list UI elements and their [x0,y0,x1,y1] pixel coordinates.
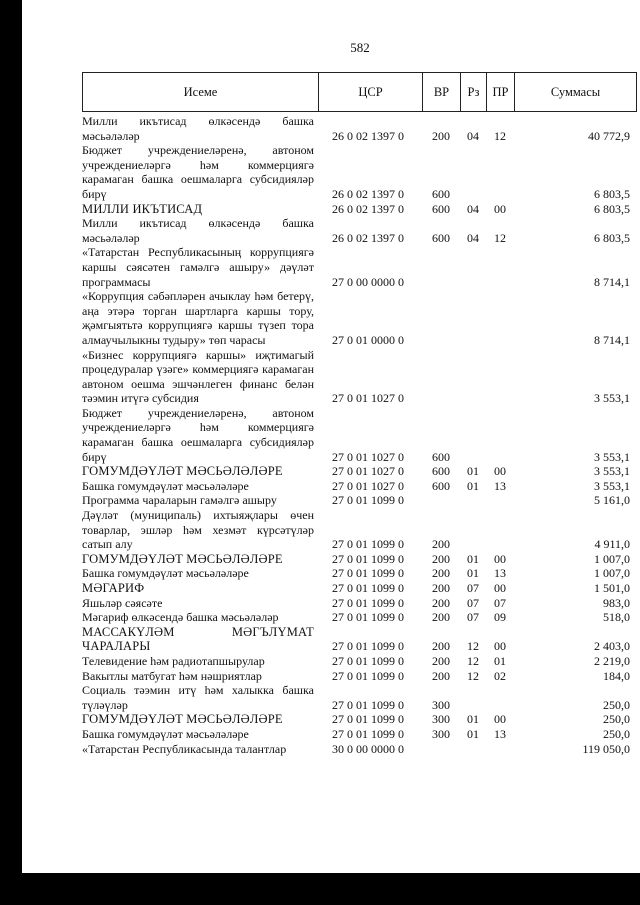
row-rz: 12 [467,639,479,654]
row-rz: 07 [467,581,479,595]
header-rz: Рз [461,73,487,112]
row-pr: 13 [494,566,506,581]
row-vr: 200 [432,566,450,581]
row-csr: 27 0 01 1027 0 [332,391,404,406]
row-name: Бюджет учреждениеләренә, автоном учреждениеләргә һәм коммерциягә карамаган башка оешмаларга субсидияләр бирү [82,405,314,464]
row-vr [422,348,460,406]
row-pr [486,289,514,347]
row-pr: 01 [494,653,506,668]
row-csr: 27 0 01 1099 0 [332,653,404,668]
row-csr: 27 0 01 1099 0 [332,697,404,712]
row-sum: 2 403,0 [594,639,630,654]
row-csr: 27 0 01 1099 0 [332,581,404,595]
row-pr [486,245,514,289]
row-rz [460,742,486,757]
row-sum: 40 772,9 [588,128,630,143]
header-vr: ВР [423,73,461,112]
row-csr: 27 0 01 1099 0 [332,551,404,566]
row-pr: 00 [494,464,506,479]
row-sum: 250,0 [603,726,630,741]
row-vr: 600 [432,464,450,479]
row-sum: 3 553,1 [594,478,630,493]
header-name: Исеме [83,73,319,112]
table-row [82,566,636,581]
row-vr: 200 [432,581,450,595]
row-pr: 00 [494,551,506,566]
row-rz [460,508,486,552]
row-csr: 27 0 01 1099 0 [332,610,404,625]
row-pr: 02 [494,668,506,683]
row-sum: 8 714,1 [594,274,630,289]
row-vr: 200 [432,537,450,552]
row-csr: 27 0 00 0000 0 [332,274,404,289]
row-rz: 04 [467,201,479,216]
row-rz [460,289,486,347]
row-csr: 26 0 02 1397 0 [332,186,404,201]
row-pr [486,742,514,757]
table-row [82,464,636,479]
row-sum: 5 161,0 [594,493,630,508]
row-csr: 26 0 02 1397 0 [332,128,404,143]
row-csr: 27 0 01 1099 0 [332,712,404,727]
row-name: МИЛЛИ ИКЪТИСАД [82,201,203,216]
table-row [82,289,636,347]
row-vr: 200 [432,653,450,668]
row-rz: 12 [467,668,479,683]
table-row [82,493,636,508]
table-row [82,348,636,406]
row-name: Милли икътисад өлкәсендә башка мәсьәләләр [82,114,314,143]
row-rz: 01 [467,726,479,741]
row-rz: 04 [467,128,479,143]
row-pr: 09 [494,610,506,625]
row-name: ГОМУМДӘҮЛӘТ МӘСЬӘЛӘЛӘРЕ [82,464,283,479]
row-pr: 00 [494,581,506,595]
row-pr [486,348,514,406]
row-name: Милли икътисад өлкәсендә башка мәсьәләләр [82,216,314,245]
row-name: Социаль тәэмин итү һәм халыкка башка түләүләр [82,683,314,712]
row-rz [460,245,486,289]
table-header [82,72,637,112]
row-csr: 27 0 01 1099 0 [332,566,404,581]
table-row [82,406,636,464]
row-name: Бюджет учреждениеләренә, автоном учреждениеләргә һәм коммерциягә карамаган башка оешмаларга субсидияләр бирү [82,143,314,201]
row-sum: 6 803,5 [594,186,630,201]
row-rz: 01 [467,464,479,479]
row-vr: 600 [432,478,450,493]
row-sum: 250,0 [603,697,630,712]
row-pr: 00 [494,712,506,727]
row-vr: 300 [432,726,450,741]
row-rz [460,493,486,508]
row-pr: 00 [494,201,506,216]
table-row [82,143,636,201]
table-row [82,669,636,684]
row-sum: 8 714,1 [594,332,630,347]
row-name: «Бизнес коррупциягә каршы» иҗтимагый процедуралар үзәге» коммерциягә карамаган автоном оешма эшчәнлеген финанс белән тәэмин итүгә субсидия [82,347,314,406]
row-vr: 200 [432,128,450,143]
row-sum: 1 007,0 [594,566,630,581]
table-row [82,508,636,552]
row-sum: 983,0 [603,595,630,610]
row-name: Дәүләт (муниципаль) ихтыяҗлары өчен товарлар, эшләр һәм хезмәт күрсәтүләр сатып алу [82,508,314,552]
row-sum: 4 911,0 [594,537,630,552]
row-name: ГОМУМДӘҮЛӘТ МӘСЬӘЛӘЛӘРЕ [82,712,283,727]
row-sum: 1 501,0 [594,581,630,595]
table-row [82,625,636,654]
row-csr: 27 0 01 0000 0 [332,332,404,347]
row-name: МӘГАРИФ [82,581,145,595]
table-row [82,552,636,567]
row-csr: 27 0 01 1099 0 [332,537,404,552]
row-pr: 12 [494,230,506,245]
row-csr: 27 0 01 1099 0 [332,668,404,683]
row-sum: 3 553,1 [594,391,630,406]
row-csr: 26 0 02 1397 0 [332,201,404,216]
row-csr: 27 0 01 1027 0 [332,449,404,464]
budget-table [82,114,636,756]
row-name: Телевидение һәм радиотапшырулар [82,653,265,668]
row-vr: 200 [432,668,450,683]
row-rz: 01 [467,712,479,727]
table-row [82,610,636,625]
row-name: Башка гомумдәүләт мәсьәләләре [82,566,249,581]
table-row [82,596,636,611]
scan-left-border [0,0,22,905]
row-name: «Татарстан Республикасының коррупциягә каршы сәясәтен гамәлгә ашыру» дәүләт программасы [82,245,314,289]
table-row [82,727,636,742]
header-sum: Суммасы [515,73,637,112]
row-vr: 600 [432,449,450,464]
row-name: МАССАКҮЛӘМ МӘГЪЛҮМАТ ЧАРАЛАРЫ [82,624,314,654]
table-row [82,114,636,143]
row-csr: 27 0 01 1099 0 [332,595,404,610]
row-pr [486,493,514,508]
row-vr: 200 [432,639,450,654]
table-row [82,712,636,727]
row-sum: 1 007,0 [594,551,630,566]
row-name: Программа чараларын гамәлгә ашыру [82,493,277,508]
row-rz: 01 [467,551,479,566]
row-rz: 07 [467,610,479,625]
table-row [82,683,636,712]
row-vr [422,493,460,508]
row-rz: 01 [467,566,479,581]
row-vr: 200 [432,595,450,610]
header-pr: ПР [487,73,515,112]
table-row [82,216,636,245]
row-csr: 26 0 02 1397 0 [332,230,404,245]
row-sum: 518,0 [603,610,630,625]
row-name: «Коррупция сәбәпләрен ачыклау һәм бетерү, аңа этәрә торган шартларга каршы тору, җәмгыятьтә коррупциягә каршы түзеп тора алмаучылыкны тудыру» төп чарасы [82,289,314,347]
row-rz: 01 [467,478,479,493]
row-vr [422,245,460,289]
row-pr [486,683,514,712]
row-vr: 600 [432,201,450,216]
row-name: «Татарстан Республикасында талантлар [82,741,287,756]
row-sum: 6 803,5 [594,230,630,245]
row-pr [486,143,514,201]
row-csr: 27 0 01 1027 0 [332,464,404,479]
row-vr: 200 [432,551,450,566]
row-pr: 13 [494,478,506,493]
row-name: Яшьләр сәясәте [82,595,163,610]
row-pr [486,508,514,552]
row-name: Башка гомумдәүләт мәсьәләләре [82,478,249,493]
table-row [82,245,636,289]
row-vr: 300 [432,697,450,712]
row-rz: 12 [467,653,479,668]
row-name: Башка гомумдәүләт мәсьәләләре [82,726,249,741]
row-sum: 6 803,5 [594,201,630,216]
row-vr: 200 [432,610,450,625]
table-row [82,742,636,757]
row-rz [460,683,486,712]
row-csr: 27 0 01 1099 0 [332,493,404,508]
row-name: ГОМУМДӘҮЛӘТ МӘСЬӘЛӘЛӘРЕ [82,551,283,566]
row-rz: 07 [467,595,479,610]
table-row [82,654,636,669]
row-sum: 3 553,1 [594,464,630,479]
row-vr [422,742,460,757]
header-csr: ЦСР [319,73,423,112]
row-sum: 184,0 [603,668,630,683]
row-pr [486,406,514,464]
row-name: Вакытлы матбугат һәм нәшриятлар [82,668,262,683]
row-csr: 27 0 01 1027 0 [332,478,404,493]
scan-bottom-border [0,873,640,905]
row-rz [460,406,486,464]
row-sum: 250,0 [603,712,630,727]
row-rz [460,143,486,201]
row-pr: 00 [494,639,506,654]
row-name: Мәгариф өлкәсендә башка мәсьәләләр [82,610,279,625]
row-csr: 30 0 00 0000 0 [332,741,404,756]
table-row [82,581,636,596]
row-vr: 300 [432,712,450,727]
row-sum: 2 219,0 [594,653,630,668]
row-vr [422,289,460,347]
page-number: 582 [350,40,370,55]
row-rz: 04 [467,230,479,245]
table-row [82,479,636,494]
row-rz [460,348,486,406]
row-sum: 119 050,0 [582,741,630,756]
row-pr: 07 [494,595,506,610]
row-csr: 27 0 01 1099 0 [332,726,404,741]
row-sum: 3 553,1 [594,449,630,464]
row-csr: 27 0 01 1099 0 [332,639,404,654]
row-pr: 13 [494,726,506,741]
table-row [82,202,636,217]
row-vr: 600 [432,186,450,201]
row-pr: 12 [494,128,506,143]
row-vr: 600 [432,230,450,245]
